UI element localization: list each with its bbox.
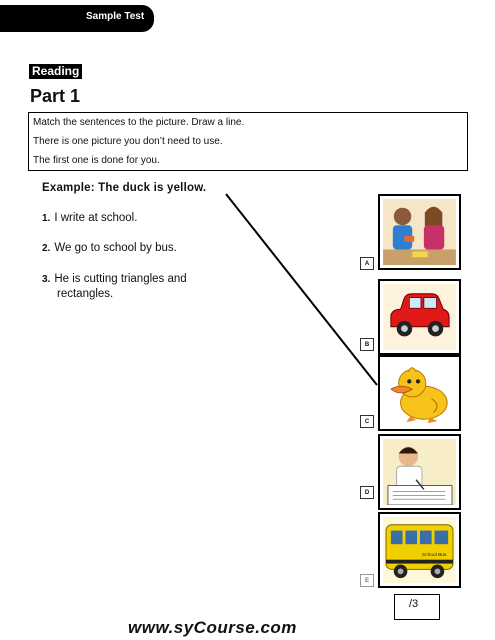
instruction-line: The first one is done for you.	[33, 155, 160, 166]
score-box: /3	[394, 594, 440, 620]
footer-website: www.syCourse.com	[128, 618, 297, 637]
boy-writing-picture	[383, 439, 456, 505]
sentence-number: 3.	[42, 274, 51, 285]
instruction-line: Match the sentences to the picture. Draw a line.	[33, 117, 245, 128]
yellow-duck-picture	[383, 360, 456, 426]
school-bus-picture	[383, 517, 456, 583]
header-title: Sample Test	[86, 11, 145, 22]
sentence-number: 1.	[42, 213, 51, 224]
part-title: Part 1	[30, 86, 81, 106]
picture-c[interactable]	[378, 355, 461, 431]
bus-sign-text: School Bus	[421, 552, 447, 558]
sentence-text: We go to school by bus.	[54, 242, 177, 254]
sentence-number: 2.	[42, 243, 51, 254]
picture-letter-a: A	[360, 257, 374, 270]
picture-d[interactable]	[378, 434, 461, 510]
picture-letter-d: D	[360, 486, 374, 499]
sentence-text: I write at school.	[54, 212, 138, 224]
example-sentence: Example: The duck is yellow.	[42, 182, 207, 194]
picture-letter-c: C	[360, 415, 374, 428]
sentence-text-continued: rectangles.	[57, 288, 114, 300]
red-car-picture	[383, 284, 456, 350]
children-crafting-picture	[383, 199, 456, 265]
picture-e[interactable]	[378, 512, 461, 588]
instruction-line: There is one picture you don’t need to use.	[33, 136, 223, 147]
sentence-text: He is cutting triangles and	[54, 273, 187, 285]
picture-b[interactable]	[378, 279, 461, 355]
picture-a[interactable]	[378, 194, 461, 270]
picture-letter-e: E	[360, 574, 374, 587]
picture-letter-b: B	[360, 338, 374, 351]
section-label: Reading	[29, 64, 82, 79]
